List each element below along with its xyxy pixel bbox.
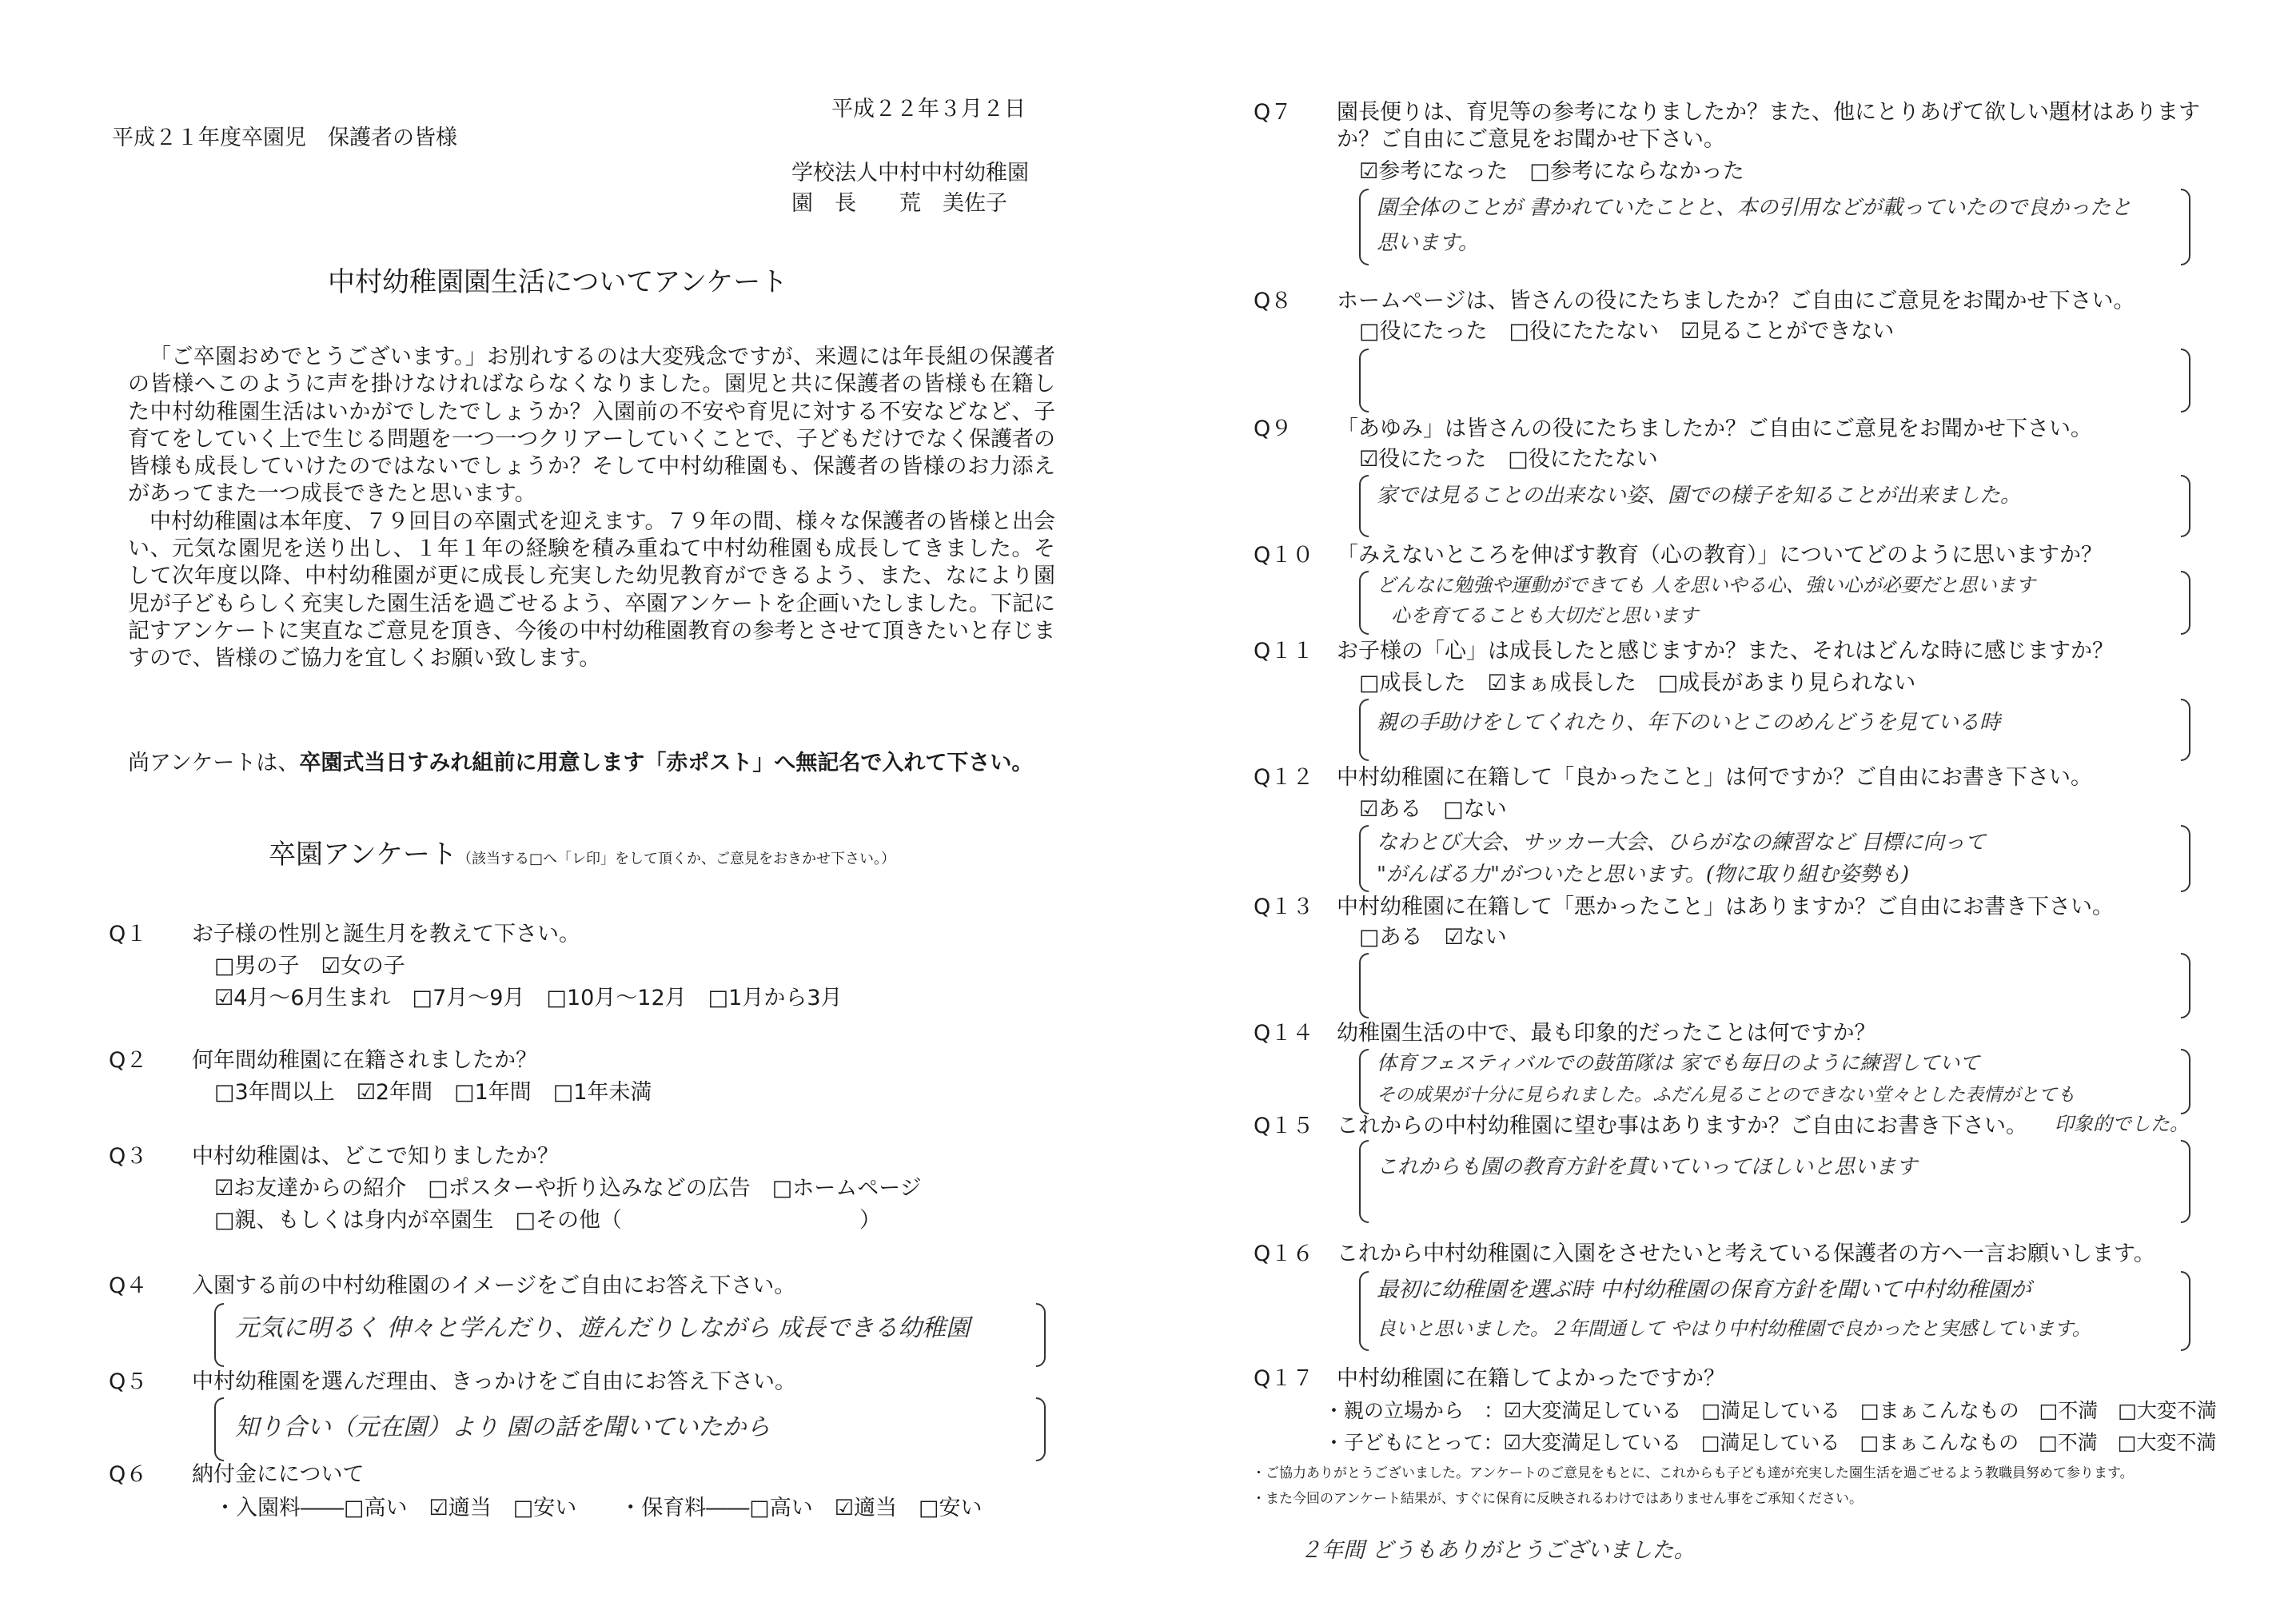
q16-answer-box [1359,1271,2190,1351]
q17-answer-parent: ・親の立場から ：☑大変満足している □満足している □まぁこんなもの □不満 □大変不満 [1324,1399,2217,1422]
q17-number: Q１７ [1254,1366,1314,1391]
page-gutter [1148,0,1151,1618]
q3-answer-line-1: ☑お友達からの紹介 □ポスターや折り込みなどの広告 □ホームページ [214,1176,922,1201]
q4-handwritten-answer: 元気に明るく 伸々と学んだり、遊んだりしながら 成長できる幼稚園 [235,1314,971,1342]
q9-answer: ☑役にたった □役にたたない [1359,447,1658,472]
q9-number: Q９ [1254,416,1293,441]
q14-handwritten-line-2: その成果が十分に見られました。ふだん見ることのできない堂々とした表情がとても [1377,1085,2075,1106]
survey-instruction: （該当する□へ「レ印」をして頂くか、ご意見をおきかせ下さい。） [456,851,895,867]
q17-answer-child: ・子どもにとって：☑大変満足している □満足している □まぁこんなもの □不満 □大変不満 [1324,1431,2217,1454]
q1-answer-birth-month: ☑4月～6月生まれ □7月～9月 □10月～12月 □1月から3月 [214,986,843,1010]
q6-answer: ・入園料――□高い ☑適当 □安い ・保育料――□高い ☑適当 □安い [214,1496,983,1520]
q9-text: 「あゆみ」は皆さんの役にたちましたか？ご自由にご意見をお聞かせ下さい。 [1337,416,2092,441]
q8-number: Q８ [1254,289,1293,313]
submission-note [128,750,1033,777]
q15-handwritten-answer: これからも園の教育方針を貫いていってほしいと思います [1377,1155,1918,1179]
q16-number: Q１６ [1254,1241,1314,1266]
q10-handwritten-line-1: どんなに勉強や運動ができても 人を思いやる心、強い心が必要だと思います [1377,574,2035,596]
q15-text: これからの中村幼稚園に望む事はありますか？ご自由にお書き下さい。 [1337,1114,2027,1138]
principal-name: 園 長 荒 美佐子 [791,191,1007,216]
q2-answer: □3年間以上 ☑2年間 □1年間 □1年未満 [214,1080,652,1105]
footer-thanks: ・ご協力ありがとうございました。アンケートのご意見をもとに、これからも子ども達が充実した園生活を過ごせるよう教職員努めて参ります。 [1252,1465,2134,1481]
q11-answer: □成長した ☑まぁ成長した □成長があまり見られない [1359,671,1916,695]
q1-answer-gender: □男の子 ☑女の子 [214,954,405,978]
q3-text: 中村幼稚園は、どこで知りましたか？ [192,1144,559,1169]
q10-number: Q１０ [1254,543,1314,568]
q13-text: 中村幼稚園に在籍して「悪かったこと」はありますか？ご自由にお書き下さい。 [1337,895,2114,919]
q2-text: 何年間幼稚園に在籍されましたか？ [192,1048,537,1073]
q14-text: 幼稚園生活の中で、最も印象的だったことは何ですか？ [1337,1021,1876,1046]
intro-paragraph-1: 「ご卒園おめでとうございます。」お別れするのは大変残念ですが、来週には年長組の保護者の皆様へこのように声を掛けなければならなくなりました。園児と共に保護者の皆様も在籍した中村幼稚園生活はいかがでしたでしょうか？入園前の不安や育児に対する不安などなど、子育てをしていく上で生じる問題を一つ一つクリアーしていくことで、子どもだけでなく保護者の皆様も成長していけたのではないでしょうか？そして中村幼稚園も、保護者の皆様のお力添えがあってまた一つ成長できたと思います。 [128,345,1055,507]
q7-handwritten-line-2: 思います。 [1377,231,1479,255]
q9-answer-box [1359,475,2190,537]
q12-handwritten-line-2: "がんばる力"がついたと思います。(物に取り組む姿勢も) [1377,863,1910,887]
q7-answer: ☑参考になった □参考にならなかった [1359,159,1744,184]
q10-handwritten-line-2: 心を育てることも大切だと思います [1391,604,1698,627]
q12-number: Q１２ [1254,765,1314,790]
intro-text [128,344,1055,673]
q16-text: これから中村幼稚園に入園をさせたいと考えている保護者の方へ一言お願いします。 [1337,1241,2155,1266]
q15-answer-box [1359,1140,2190,1223]
q12-answer-box [1359,825,2190,892]
closing-handwritten-note: ２年間 どうもありがとうございました。 [1300,1538,1696,1563]
survey-title-text: 卒園アンケート [269,839,457,871]
q14-answer-box [1359,1049,2190,1114]
q14-handwritten-line-1: 体育フェスティバルでの鼓笛隊は 家でも毎日のように練習していて [1377,1051,1980,1074]
q4-number: Q４ [109,1273,148,1298]
q6-text: 納付金にについて [192,1462,365,1487]
q12-handwritten-line-1: なわとび大会、サッカー大会、ひらがなの練習など 目標に向って [1377,831,1986,855]
q8-answer: □役にたった □役にたたない ☑見ることができない [1359,319,1895,344]
q4-text: 入園する前の中村幼稚園のイメージをご自由にお答え下さい。 [192,1273,796,1298]
q7-handwritten-line-1: 園全体のことが 書かれていたことと、本の引用などが載っていたので良かったと [1377,196,2132,220]
q5-answer-box [214,1397,1046,1461]
submission-note-bold: 卒園式当日すみれ組前に用意します「赤ポスト」へ無記名で入れて下さい。 [299,751,1034,775]
school-name: 学校法人中村中村幼稚園 [791,161,1029,185]
q7-number: Q７ [1254,100,1293,125]
q13-answer-box [1359,953,2190,1018]
q8-text: ホームページは、皆さんの役にたちましたか？ご自由にご意見をお聞かせ下さい。 [1337,289,2135,313]
q1-number: Q１ [109,922,148,946]
date: 平成２２年３月２日 [831,97,1026,122]
q11-answer-box [1359,699,2190,761]
survey-title [269,841,895,873]
q10-answer-box [1359,571,2190,635]
q14-handwritten-line-3: 印象的でした。 [2055,1113,2189,1135]
q12-answer: ☑ある □ない [1359,797,1507,822]
document-title: 中村幼稚園園生活についてアンケート [328,266,788,298]
q6-number: Q６ [109,1462,148,1487]
q16-handwritten-line-1: 最初に幼稚園を選ぶ時 中村幼稚園の保育方針を聞いて中村幼稚園が [1377,1277,2031,1302]
q12-text: 中村幼稚園に在籍して「良かったこと」は何ですか？ご自由にお書き下さい。 [1337,765,2092,790]
footer-notice: ・また今回のアンケート結果が、すぐに保育に反映されるわけではありません事をご承知ください。 [1252,1491,1863,1507]
q9-handwritten-answer: 家では見ることの出来ない姿、園での様子を知ることが出来ました。 [1377,484,2022,508]
q15-number: Q１５ [1254,1114,1314,1138]
q7-text: 園長便りは、育児等の参考になりましたか？また、他にとりあげて欲しい題材はありますか？ご自由にご意見をお聞かせ下さい。 [1337,100,2200,152]
q11-handwritten-answer: 親の手助けをしてくれたり、年下のいとこのめんどうを見ている時 [1377,711,2001,735]
q14-number: Q１４ [1254,1021,1314,1046]
q4-answer-box [214,1303,1046,1367]
q8-answer-box [1359,349,2190,412]
q3-answer-line-2: □親、もしくは身内が卒園生 □その他（ ） [214,1208,882,1233]
q3-number: Q３ [109,1144,148,1169]
q5-handwritten-answer: 知り合い（元在園）より 園の話を聞いていたから [235,1413,771,1441]
q1-text: お子様の性別と誕生月を教えて下さい。 [192,922,580,946]
q11-number: Q１１ [1254,639,1314,664]
q5-number: Q５ [109,1369,148,1394]
q2-number: Q２ [109,1048,148,1073]
q13-number: Q１３ [1254,895,1314,919]
q10-text: 「みえないところを伸ばす教育（心の教育）」についてどのように思いますか？ [1337,543,2103,568]
q17-text: 中村幼稚園に在籍してよかったですか？ [1337,1366,1725,1391]
q5-text: 中村幼稚園を選んだ理由、きっかけをご自由にお答え下さい。 [192,1369,796,1394]
recipient-line: 平成２１年度卒園児 保護者の皆様 [112,126,457,150]
intro-paragraph-2: 中村幼稚園は本年度、７９回目の卒園式を迎えます。７９年の間、様々な保護者の皆様と出会い、元気な園児を送り出し、１年１年の経験を積み重ねて中村幼稚園も成長してきました。そして次年度以降、中村幼稚園が更に成長し充実した幼児教育ができるよう、また、なにより園児が子どもらしく充実した園生活を過ごせるよう、卒園アンケートを企画いたしました。下記に記すアンケートに実直なご意見を頂き、今後の中村幼稚園教育の参考とさせて頂きたいと存じますので、皆様のご協力を宜しくお願い致します。 [128,508,1055,672]
submission-note-prefix: 尚アンケートは、 [128,751,300,775]
q13-answer: □ある ☑ない [1359,925,1507,950]
q7-answer-box [1359,189,2190,265]
q11-text: お子様の「心」は成長したと感じますか？また、それはどんな時に感じますか？ [1337,639,2114,664]
q16-handwritten-line-2: 良いと思いました。２年間通して やはり中村幼稚園で良かったと実感しています。 [1377,1317,2091,1340]
